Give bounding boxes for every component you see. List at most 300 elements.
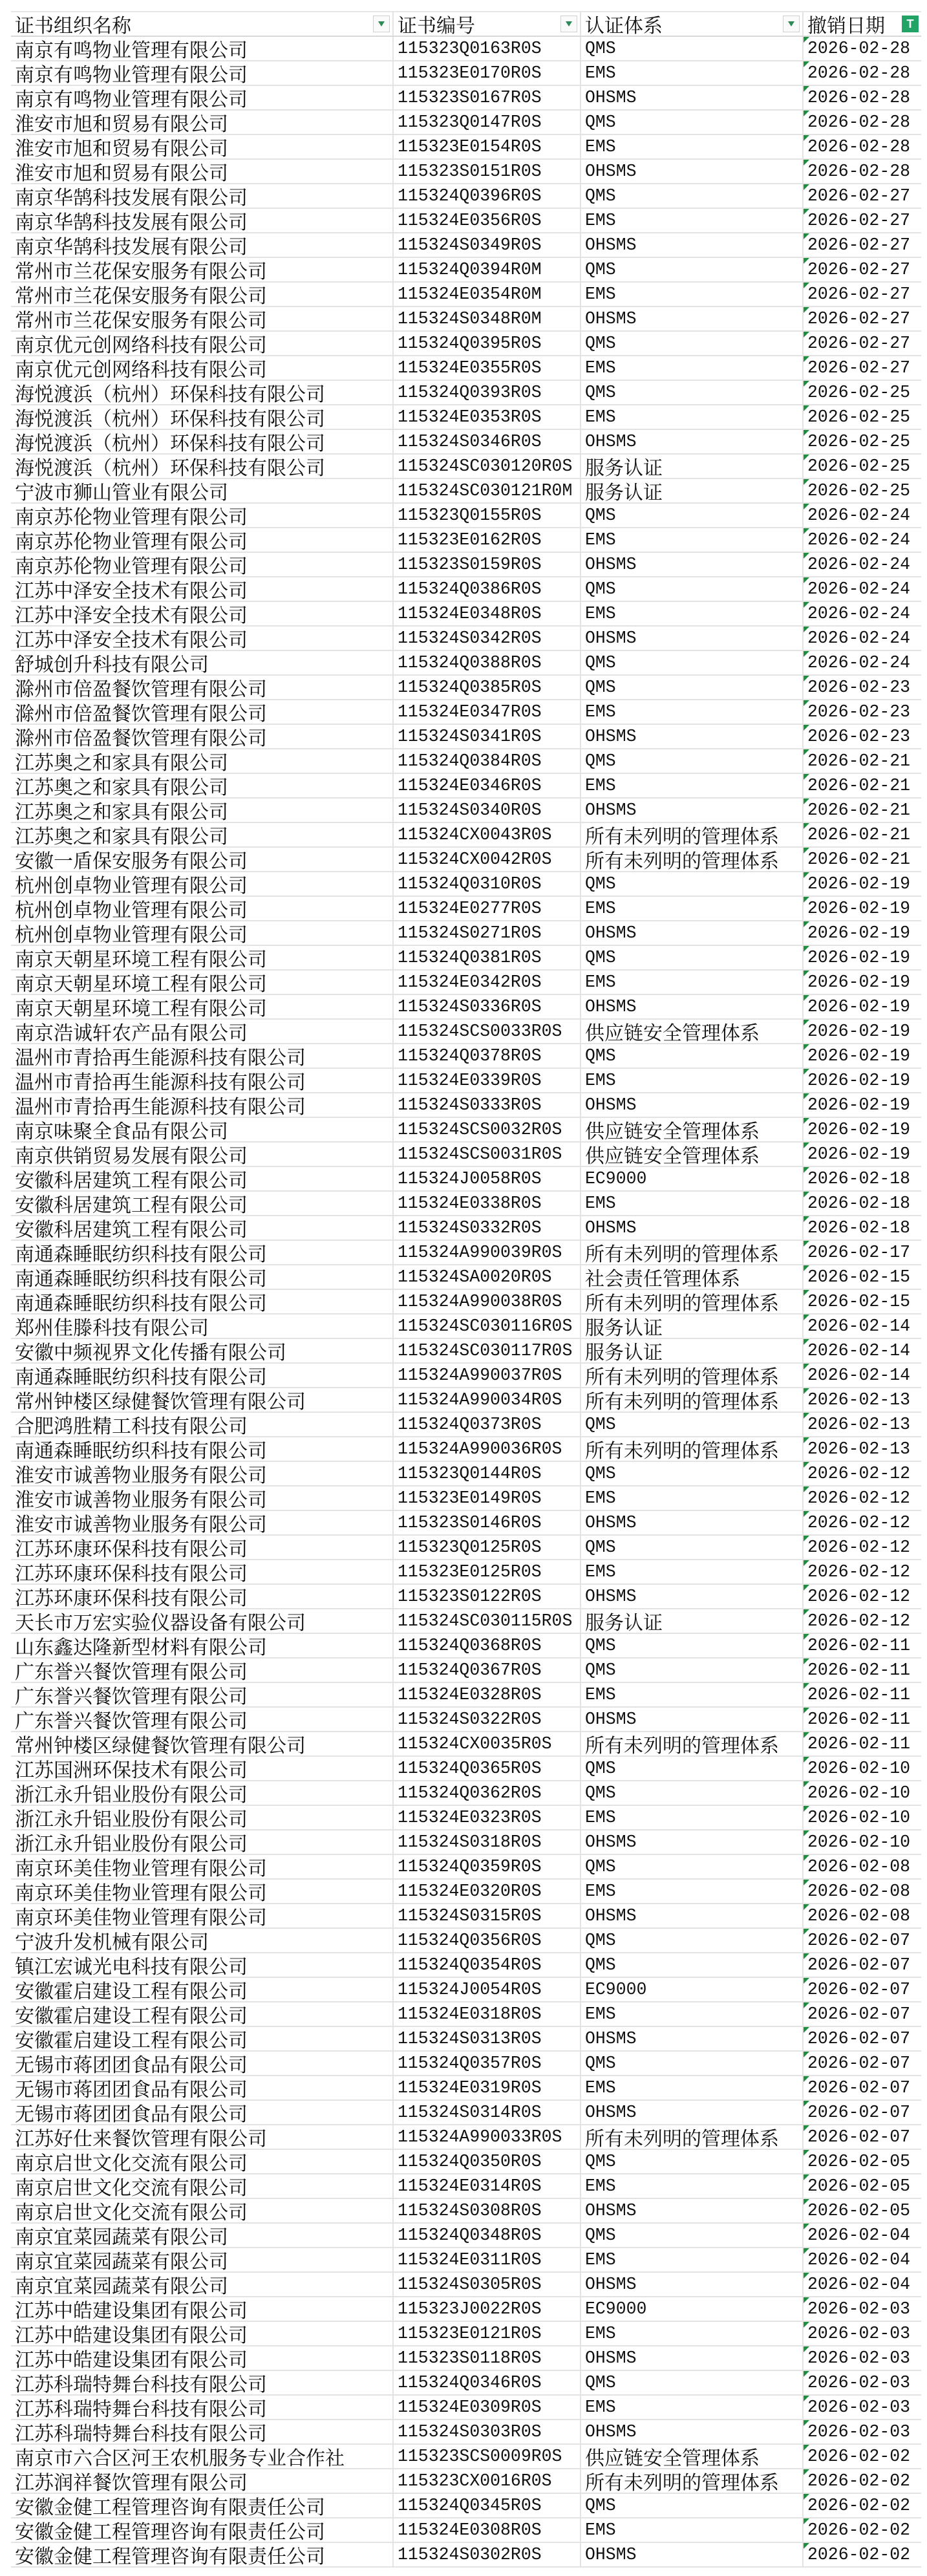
revoke-date-cell[interactable]: [804, 61, 921, 85]
cert-system-cell[interactable]: [581, 1437, 804, 1461]
cert-system-cell[interactable]: [581, 2224, 804, 2247]
org-name-cell[interactable]: [11, 2076, 394, 2099]
org-name-cell[interactable]: [11, 2101, 394, 2124]
revoke-date-cell[interactable]: [804, 209, 921, 232]
cert-system-cell[interactable]: [581, 1953, 804, 1977]
cert-number-cell[interactable]: [394, 1560, 581, 1583]
cert-number-cell[interactable]: [394, 135, 581, 158]
revoke-date-cell[interactable]: [804, 86, 921, 109]
cert-system-cell[interactable]: [581, 2002, 804, 2026]
cert-system-cell[interactable]: [581, 577, 804, 601]
cert-system-cell[interactable]: [581, 2150, 804, 2173]
cert-system-cell[interactable]: [581, 897, 804, 920]
revoke-date-cell[interactable]: [804, 1143, 921, 1166]
cert-system-cell[interactable]: [581, 258, 804, 281]
cert-number-cell[interactable]: [394, 1143, 581, 1166]
revoke-date-cell[interactable]: [804, 1339, 921, 1362]
org-name-cell[interactable]: [11, 2543, 394, 2566]
cert-system-cell[interactable]: [581, 651, 804, 674]
cert-system-cell[interactable]: [581, 774, 804, 797]
cert-system-cell[interactable]: [581, 2543, 804, 2566]
revoke-date-cell[interactable]: [804, 135, 921, 158]
cert-number-cell[interactable]: [394, 184, 581, 208]
cert-number-cell[interactable]: [394, 1609, 581, 1633]
cert-number-cell[interactable]: [394, 160, 581, 183]
cert-number-cell[interactable]: [394, 2052, 581, 2075]
cert-number-cell[interactable]: [394, 799, 581, 822]
cert-number-cell[interactable]: [394, 995, 581, 1018]
org-name-cell[interactable]: [11, 135, 394, 158]
org-name-cell[interactable]: [11, 1093, 394, 1117]
cert-number-cell[interactable]: [394, 577, 581, 601]
org-name-cell[interactable]: [11, 1044, 394, 1068]
cert-system-cell[interactable]: [581, 1241, 804, 1264]
cert-system-cell[interactable]: [581, 307, 804, 330]
cert-system-cell[interactable]: [581, 332, 804, 355]
revoke-date-cell[interactable]: [804, 2469, 921, 2493]
cert-number-cell[interactable]: [394, 1315, 581, 1338]
cert-number-cell[interactable]: [394, 1364, 581, 1387]
cert-system-cell[interactable]: [581, 504, 804, 527]
org-name-cell[interactable]: [11, 1929, 394, 1952]
cert-number-cell[interactable]: [394, 946, 581, 969]
cert-number-cell[interactable]: [394, 2273, 581, 2296]
cert-number-cell[interactable]: [394, 2322, 581, 2345]
revoke-date-cell[interactable]: [804, 1437, 921, 1461]
cert-system-cell[interactable]: [581, 1708, 804, 1731]
cert-number-cell[interactable]: [394, 1880, 581, 1903]
cert-system-cell[interactable]: [581, 283, 804, 306]
org-name-cell[interactable]: [11, 2420, 394, 2443]
revoke-date-cell[interactable]: [804, 2518, 921, 2542]
org-name-cell[interactable]: [11, 479, 394, 502]
org-name-cell[interactable]: [11, 455, 394, 478]
cert-number-cell[interactable]: [394, 209, 581, 232]
cert-number-cell[interactable]: [394, 676, 581, 699]
org-name-cell[interactable]: [11, 1487, 394, 1510]
cert-number-cell[interactable]: [394, 2494, 581, 2517]
revoke-date-cell[interactable]: [804, 897, 921, 920]
org-name-cell[interactable]: [11, 602, 394, 625]
cert-system-cell[interactable]: [581, 1388, 804, 1411]
cert-system-cell[interactable]: [581, 2273, 804, 2296]
org-name-cell[interactable]: [11, 1806, 394, 1829]
org-name-cell[interactable]: [11, 258, 394, 281]
revoke-date-cell[interactable]: [804, 1192, 921, 1215]
cert-number-cell[interactable]: [394, 1658, 581, 1682]
revoke-date-cell[interactable]: [804, 1413, 921, 1436]
cert-system-cell[interactable]: [581, 160, 804, 183]
cert-number-cell[interactable]: [394, 774, 581, 797]
cert-number-cell[interactable]: [394, 283, 581, 306]
cert-system-cell[interactable]: [581, 1560, 804, 1583]
cert-number-cell[interactable]: [394, 2224, 581, 2247]
cert-number-cell[interactable]: [394, 921, 581, 945]
cert-number-cell[interactable]: [394, 823, 581, 846]
revoke-date-cell[interactable]: [804, 2101, 921, 2124]
revoke-date-cell[interactable]: [804, 2420, 921, 2443]
cert-system-cell[interactable]: [581, 1585, 804, 1608]
org-name-cell[interactable]: [11, 1315, 394, 1338]
org-name-cell[interactable]: [11, 1511, 394, 1534]
revoke-date-cell[interactable]: [804, 430, 921, 453]
cert-number-cell[interactable]: [394, 1487, 581, 1510]
revoke-date-cell[interactable]: [804, 2273, 921, 2296]
revoke-date-cell[interactable]: [804, 1683, 921, 1706]
org-name-cell[interactable]: [11, 1855, 394, 1878]
org-name-cell[interactable]: [11, 86, 394, 109]
cert-system-cell[interactable]: [581, 209, 804, 232]
revoke-date-cell[interactable]: [804, 332, 921, 355]
cert-number-cell[interactable]: [394, 356, 581, 380]
org-name-cell[interactable]: [11, 209, 394, 232]
revoke-date-cell[interactable]: [804, 1585, 921, 1608]
org-name-cell[interactable]: [11, 2322, 394, 2345]
revoke-date-cell[interactable]: [804, 823, 921, 846]
cert-system-cell[interactable]: [581, 2346, 804, 2370]
org-name-cell[interactable]: [11, 2002, 394, 2026]
revoke-date-cell[interactable]: [804, 921, 921, 945]
revoke-date-cell[interactable]: [804, 2322, 921, 2345]
cert-system-cell[interactable]: [581, 233, 804, 257]
org-name-cell[interactable]: [11, 1585, 394, 1608]
org-name-cell[interactable]: [11, 2199, 394, 2222]
cert-number-cell[interactable]: [394, 1437, 581, 1461]
cert-system-cell[interactable]: [581, 1315, 804, 1338]
cert-number-cell[interactable]: [394, 111, 581, 134]
cert-number-cell[interactable]: [394, 2076, 581, 2099]
cert-system-cell[interactable]: [581, 430, 804, 453]
cert-system-cell[interactable]: [581, 1167, 804, 1190]
cert-number-cell[interactable]: [394, 1044, 581, 1068]
revoke-date-cell[interactable]: [804, 1634, 921, 1657]
org-name-cell[interactable]: [11, 430, 394, 453]
cert-number-cell[interactable]: [394, 2174, 581, 2198]
revoke-date-cell[interactable]: [804, 2543, 921, 2566]
revoke-date-cell[interactable]: [804, 1904, 921, 1927]
cert-system-cell[interactable]: [581, 995, 804, 1018]
cert-number-cell[interactable]: [394, 897, 581, 920]
cert-number-cell[interactable]: [394, 725, 581, 748]
cert-system-cell[interactable]: [581, 627, 804, 650]
cert-system-cell[interactable]: [581, 2174, 804, 2198]
cert-number-cell[interactable]: [394, 37, 581, 60]
cert-system-cell[interactable]: [581, 823, 804, 846]
cert-system-cell[interactable]: [581, 848, 804, 871]
revoke-date-cell[interactable]: [804, 1929, 921, 1952]
cert-number-cell[interactable]: [394, 1634, 581, 1657]
cert-number-cell[interactable]: [394, 2297, 581, 2321]
revoke-date-cell[interactable]: [804, 283, 921, 306]
cert-system-cell[interactable]: [581, 2199, 804, 2222]
revoke-date-cell[interactable]: [804, 2150, 921, 2173]
org-name-cell[interactable]: [11, 1020, 394, 1043]
cert-number-cell[interactable]: [394, 332, 581, 355]
revoke-date-cell[interactable]: [804, 1560, 921, 1583]
org-name-cell[interactable]: [11, 725, 394, 748]
cert-system-cell[interactable]: [581, 1634, 804, 1657]
cert-number-cell[interactable]: [394, 2420, 581, 2443]
cert-system-cell[interactable]: [581, 1462, 804, 1485]
cert-system-cell[interactable]: [581, 86, 804, 109]
cert-number-cell[interactable]: [394, 2346, 581, 2370]
cert-system-cell[interactable]: [581, 111, 804, 134]
org-name-cell[interactable]: [11, 2346, 394, 2370]
revoke-date-cell[interactable]: [804, 111, 921, 134]
cert-number-cell[interactable]: [394, 2248, 581, 2271]
org-name-cell[interactable]: [11, 283, 394, 306]
cert-system-cell[interactable]: [581, 2125, 804, 2149]
revoke-date-cell[interactable]: [804, 1069, 921, 1092]
revoke-date-cell[interactable]: [804, 1020, 921, 1043]
org-name-cell[interactable]: [11, 2052, 394, 2075]
cert-system-cell[interactable]: [581, 1806, 804, 1829]
revoke-date-cell[interactable]: [804, 799, 921, 822]
org-name-cell[interactable]: [11, 1167, 394, 1190]
org-name-cell[interactable]: [11, 2150, 394, 2173]
revoke-date-cell[interactable]: [804, 749, 921, 773]
revoke-date-cell[interactable]: [804, 2224, 921, 2247]
cert-system-cell[interactable]: [581, 2248, 804, 2271]
cert-system-cell[interactable]: [581, 1732, 804, 1755]
revoke-date-cell[interactable]: [804, 1830, 921, 1854]
org-name-cell[interactable]: [11, 676, 394, 699]
org-name-cell[interactable]: [11, 2518, 394, 2542]
org-name-cell[interactable]: [11, 332, 394, 355]
cert-system-cell[interactable]: [581, 2101, 804, 2124]
cert-number-cell[interactable]: [394, 1020, 581, 1043]
org-name-cell[interactable]: [11, 823, 394, 846]
cert-system-cell[interactable]: [581, 1192, 804, 1215]
org-name-cell[interactable]: [11, 1634, 394, 1657]
cert-number-cell[interactable]: [394, 1265, 581, 1289]
cert-number-cell[interactable]: [394, 1093, 581, 1117]
org-name-cell[interactable]: [11, 1462, 394, 1485]
filter-active-icon[interactable]: [902, 16, 919, 32]
cert-number-cell[interactable]: [394, 1585, 581, 1608]
cert-number-cell[interactable]: [394, 258, 581, 281]
cert-number-cell[interactable]: [394, 1290, 581, 1313]
cert-number-cell[interactable]: [394, 455, 581, 478]
cert-system-cell[interactable]: [581, 1511, 804, 1534]
cert-number-cell[interactable]: [394, 627, 581, 650]
revoke-date-cell[interactable]: [804, 2396, 921, 2419]
org-name-cell[interactable]: [11, 848, 394, 871]
org-name-cell[interactable]: [11, 1978, 394, 2001]
revoke-date-cell[interactable]: [804, 1732, 921, 1755]
cert-number-cell[interactable]: [394, 2445, 581, 2468]
cert-system-cell[interactable]: [581, 2371, 804, 2394]
org-name-cell[interactable]: [11, 799, 394, 822]
revoke-date-cell[interactable]: [804, 995, 921, 1018]
revoke-date-cell[interactable]: [804, 725, 921, 748]
cert-number-cell[interactable]: [394, 700, 581, 724]
cert-number-cell[interactable]: [394, 307, 581, 330]
filter-dropdown-icon[interactable]: [373, 16, 390, 32]
revoke-date-cell[interactable]: [804, 1658, 921, 1682]
org-name-cell[interactable]: [11, 921, 394, 945]
cert-system-cell[interactable]: [581, 1413, 804, 1436]
revoke-date-cell[interactable]: [804, 848, 921, 871]
revoke-date-cell[interactable]: [804, 700, 921, 724]
revoke-date-cell[interactable]: [804, 1265, 921, 1289]
cert-system-cell[interactable]: [581, 1216, 804, 1240]
revoke-date-cell[interactable]: [804, 1953, 921, 1977]
cert-number-cell[interactable]: [394, 602, 581, 625]
revoke-date-cell[interactable]: [804, 946, 921, 969]
revoke-date-cell[interactable]: [804, 1708, 921, 1731]
org-name-cell[interactable]: [11, 1265, 394, 1289]
org-name-cell[interactable]: [11, 2469, 394, 2493]
cert-system-cell[interactable]: [581, 2297, 804, 2321]
revoke-date-cell[interactable]: [804, 184, 921, 208]
cert-number-cell[interactable]: [394, 872, 581, 896]
cert-number-cell[interactable]: [394, 479, 581, 502]
revoke-date-cell[interactable]: [804, 1364, 921, 1387]
org-name-cell[interactable]: [11, 233, 394, 257]
cert-number-cell[interactable]: [394, 430, 581, 453]
cert-system-cell[interactable]: [581, 1265, 804, 1289]
revoke-date-cell[interactable]: [804, 504, 921, 527]
org-name-cell[interactable]: [11, 405, 394, 429]
org-name-cell[interactable]: [11, 1732, 394, 1755]
org-name-cell[interactable]: [11, 1437, 394, 1461]
cert-number-cell[interactable]: [394, 1953, 581, 1977]
org-name-cell[interactable]: [11, 627, 394, 650]
revoke-date-cell[interactable]: [804, 1388, 921, 1411]
revoke-date-cell[interactable]: [804, 1757, 921, 1780]
revoke-date-cell[interactable]: [804, 1462, 921, 1485]
org-name-cell[interactable]: [11, 1069, 394, 1092]
org-name-cell[interactable]: [11, 2125, 394, 2149]
revoke-date-cell[interactable]: [804, 356, 921, 380]
cert-system-cell[interactable]: [581, 2445, 804, 2468]
org-name-cell[interactable]: [11, 1609, 394, 1633]
revoke-date-cell[interactable]: [804, 2346, 921, 2370]
cert-system-cell[interactable]: [581, 1683, 804, 1706]
revoke-date-cell[interactable]: [804, 2248, 921, 2271]
cert-system-cell[interactable]: [581, 1044, 804, 1068]
cert-number-cell[interactable]: [394, 651, 581, 674]
cert-number-cell[interactable]: [394, 2518, 581, 2542]
revoke-date-cell[interactable]: [804, 872, 921, 896]
org-name-cell[interactable]: [11, 1290, 394, 1313]
cert-system-cell[interactable]: [581, 1929, 804, 1952]
revoke-date-cell[interactable]: [804, 258, 921, 281]
revoke-date-cell[interactable]: [804, 1167, 921, 1190]
revoke-date-cell[interactable]: [804, 233, 921, 257]
revoke-date-cell[interactable]: [804, 2052, 921, 2075]
revoke-date-cell[interactable]: [804, 37, 921, 60]
cert-number-cell[interactable]: [394, 1118, 581, 1141]
revoke-date-cell[interactable]: [804, 2494, 921, 2517]
cert-number-cell[interactable]: [394, 2396, 581, 2419]
header-cell-org-name[interactable]: [11, 12, 394, 36]
org-name-cell[interactable]: [11, 1560, 394, 1583]
revoke-date-cell[interactable]: [804, 2199, 921, 2222]
cert-number-cell[interactable]: [394, 1511, 581, 1534]
revoke-date-cell[interactable]: [804, 1880, 921, 1903]
cert-number-cell[interactable]: [394, 1241, 581, 1264]
cert-number-cell[interactable]: [394, 1069, 581, 1092]
revoke-date-cell[interactable]: [804, 971, 921, 994]
org-name-cell[interactable]: [11, 1143, 394, 1166]
cert-system-cell[interactable]: [581, 184, 804, 208]
revoke-date-cell[interactable]: [804, 1978, 921, 2001]
cert-number-cell[interactable]: [394, 61, 581, 85]
org-name-cell[interactable]: [11, 2297, 394, 2321]
revoke-date-cell[interactable]: [804, 2445, 921, 2468]
revoke-date-cell[interactable]: [804, 1855, 921, 1878]
cert-number-cell[interactable]: [394, 504, 581, 527]
org-name-cell[interactable]: [11, 184, 394, 208]
revoke-date-cell[interactable]: [804, 2297, 921, 2321]
revoke-date-cell[interactable]: [804, 2174, 921, 2198]
revoke-date-cell[interactable]: [804, 2076, 921, 2099]
cert-number-cell[interactable]: [394, 233, 581, 257]
cert-number-cell[interactable]: [394, 2125, 581, 2149]
cert-number-cell[interactable]: [394, 1806, 581, 1829]
cert-system-cell[interactable]: [581, 749, 804, 773]
cert-number-cell[interactable]: [394, 1732, 581, 1755]
cert-number-cell[interactable]: [394, 2199, 581, 2222]
header-cell-revoke-date[interactable]: [804, 12, 921, 36]
revoke-date-cell[interactable]: [804, 602, 921, 625]
org-name-cell[interactable]: [11, 1339, 394, 1362]
revoke-date-cell[interactable]: [804, 577, 921, 601]
cert-number-cell[interactable]: [394, 1978, 581, 2001]
cert-system-cell[interactable]: [581, 1855, 804, 1878]
org-name-cell[interactable]: [11, 528, 394, 552]
revoke-date-cell[interactable]: [804, 455, 921, 478]
cert-number-cell[interactable]: [394, 2371, 581, 2394]
revoke-date-cell[interactable]: [804, 1216, 921, 1240]
org-name-cell[interactable]: [11, 111, 394, 134]
cert-system-cell[interactable]: [581, 479, 804, 502]
cert-system-cell[interactable]: [581, 921, 804, 945]
revoke-date-cell[interactable]: [804, 1806, 921, 1829]
cert-number-cell[interactable]: [394, 1339, 581, 1362]
cert-number-cell[interactable]: [394, 1757, 581, 1780]
cert-system-cell[interactable]: [581, 1904, 804, 1927]
cert-number-cell[interactable]: [394, 405, 581, 429]
cert-system-cell[interactable]: [581, 2396, 804, 2419]
cert-system-cell[interactable]: [581, 1830, 804, 1854]
org-name-cell[interactable]: [11, 1683, 394, 1706]
org-name-cell[interactable]: [11, 1953, 394, 1977]
org-name-cell[interactable]: [11, 2174, 394, 2198]
org-name-cell[interactable]: [11, 2027, 394, 2050]
org-name-cell[interactable]: [11, 872, 394, 896]
org-name-cell[interactable]: [11, 577, 394, 601]
cert-system-cell[interactable]: [581, 2518, 804, 2542]
cert-system-cell[interactable]: [581, 1658, 804, 1682]
revoke-date-cell[interactable]: [804, 307, 921, 330]
cert-number-cell[interactable]: [394, 1904, 581, 1927]
cert-system-cell[interactable]: [581, 2494, 804, 2517]
revoke-date-cell[interactable]: [804, 676, 921, 699]
cert-system-cell[interactable]: [581, 1757, 804, 1780]
cert-system-cell[interactable]: [581, 602, 804, 625]
cert-number-cell[interactable]: [394, 1388, 581, 1411]
cert-system-cell[interactable]: [581, 2469, 804, 2493]
cert-number-cell[interactable]: [394, 553, 581, 576]
cert-system-cell[interactable]: [581, 455, 804, 478]
cert-system-cell[interactable]: [581, 356, 804, 380]
org-name-cell[interactable]: [11, 2273, 394, 2296]
revoke-date-cell[interactable]: [804, 2002, 921, 2026]
cert-system-cell[interactable]: [581, 799, 804, 822]
